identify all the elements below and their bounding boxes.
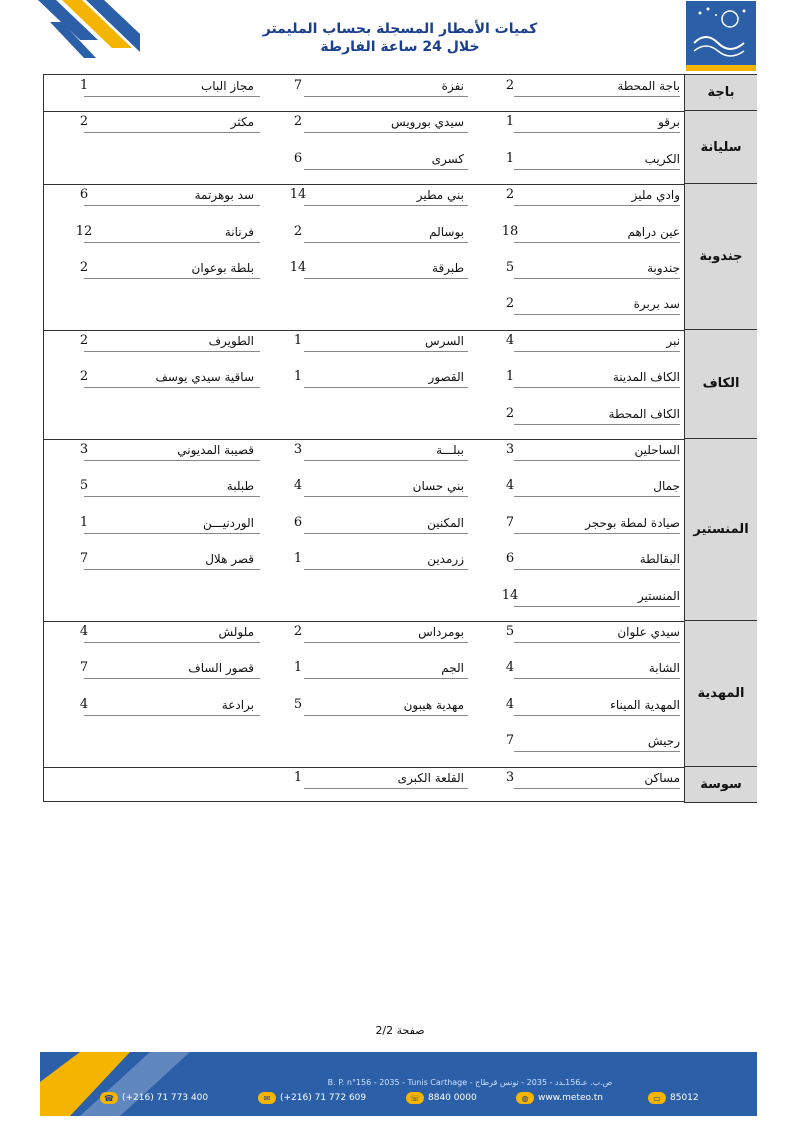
rainfall-value: 2 [79,260,89,275]
station-name: الطويرف [208,333,254,348]
station-underline [514,496,680,497]
station-name: القصور [428,370,464,385]
station-name: بني مطير [416,188,464,203]
station-underline [514,642,680,643]
station-name: سد بوهرتمة [194,188,254,203]
station-name: بلطة بوعوان [191,261,254,275]
rainfall-value: 1 [293,551,303,567]
station-underline [84,715,260,716]
rainfall-value: 4 [505,696,515,712]
rainfall-value: 14 [289,260,307,275]
rainfall-value: 2 [505,405,515,421]
rainfall-value: 3 [293,442,303,457]
governorate-cell: جندوبة [684,184,757,330]
station-name: الساحلين [634,443,680,457]
title-line-2: خلال 24 ساعة الفارطة [320,39,480,55]
document-title [200,20,600,56]
station-underline [514,387,680,388]
rainfall-value: 2 [505,296,515,312]
station-underline [514,96,680,97]
call-center-icon: ☏ [406,1092,424,1104]
station-name: صيادة لمطة بوحجر [585,515,680,530]
rainfall-value: 12 [75,223,93,239]
group-separator [44,439,684,440]
station-underline [84,387,260,388]
rainfall-value: 7 [293,78,303,93]
station-underline [304,242,468,243]
station-underline [84,205,260,206]
rainfall-value: 14 [289,187,307,203]
rainfall-value: 7 [505,514,515,530]
station-underline [304,351,468,352]
rainfall-value: 18 [501,223,519,239]
station-name: الكاف المدينة [612,370,680,385]
station-name: قصيبة المديوني [177,443,254,457]
station-name: برقو [658,115,680,130]
fax-icon: ✉ [258,1092,276,1104]
station-underline [514,678,680,679]
rainfall-value: 1 [293,332,303,348]
rainfall-value: 2 [505,187,515,203]
station-underline [84,278,260,279]
phone-icon: ☎ [100,1092,118,1104]
station-name: البقالطة [639,552,680,567]
station-name: زرمدين [427,552,464,567]
station-underline [514,242,680,243]
rainfall-value: 2 [293,624,303,639]
station-name: ملولش [218,625,254,639]
station-name: بومرداس [418,625,464,639]
station-name: المنستير [637,588,680,603]
station-name: الجم [441,661,464,676]
station-name: جندوبة [647,261,680,275]
station-underline [304,533,468,534]
governorate-cell: المنستير [684,439,757,621]
station-underline [304,132,468,133]
station-underline [304,205,468,206]
header-stripes [0,0,140,70]
rainfall-value: 6 [293,514,303,530]
footer-website[interactable] [516,1090,603,1106]
station-underline [514,169,680,170]
station-underline [84,496,260,497]
rainfall-value: 1 [505,369,515,385]
rainfall-value: 14 [501,587,519,603]
footer-phone-2 [258,1090,366,1106]
rainfall-value: 4 [79,624,89,639]
station-name: سيدي بورويس [391,115,464,130]
rainfall-value: 4 [505,478,515,494]
rainfall-value: 1 [293,660,303,676]
footer-phone-1-text: (+216) 71 773 400 [122,1093,209,1103]
station-underline [514,715,680,716]
station-name: المكنين [427,515,464,530]
station-underline [304,169,468,170]
group-separator [44,621,684,622]
rainfall-value: 5 [79,478,89,494]
station-name: جمال [653,479,680,494]
rainfall-value: 2 [293,114,303,130]
station-name: الوردنيـــن [203,515,254,530]
governorate-cell: الكاف [684,330,757,439]
station-name: بني حسان [412,479,464,494]
station-name: طبرقة [432,261,464,275]
station-underline [84,96,260,97]
footer-phone-2-text: (+216) 71 772 609 [280,1093,367,1103]
station-name: رجيش [647,734,680,749]
governorate-cell: سوسة [684,767,757,803]
station-name: القلعة الكبرى [397,770,464,785]
station-underline [304,715,468,716]
station-name: قصور الساف [188,661,254,676]
station-underline [84,642,260,643]
station-name: قصر هلال [205,552,254,567]
rainfall-value: 2 [79,114,89,130]
station-name: نبر [666,333,680,348]
rainfall-value: 3 [505,442,515,457]
station-name: بوسالم [429,224,464,239]
rainfall-value: 7 [79,551,89,567]
rainfall-value: 4 [505,660,515,676]
station-underline [514,569,680,570]
rainfall-value: 1 [79,514,89,530]
station-underline [84,132,260,133]
rainfall-value: 2 [293,223,303,239]
group-separator [44,111,684,112]
rainfall-value: 2 [79,332,89,348]
station-name: عين دراهم [627,224,680,239]
rainfall-value: 5 [505,260,515,275]
rainfall-value: 2 [79,369,89,385]
rainfall-value: 4 [505,332,515,348]
rainfall-value: 6 [505,551,515,567]
station-underline [514,132,680,133]
rainfall-value: 1 [505,150,515,166]
rainfall-value: 5 [293,696,303,712]
station-name: المهدية الميناء [610,697,680,712]
station-underline [514,606,680,607]
governorate-cell: سليانة [684,111,757,184]
station-name: مجاز الباب [200,79,254,93]
station-underline [84,351,260,352]
station-underline [514,314,680,315]
station-underline [84,569,260,570]
sms-icon: ▭ [648,1092,666,1104]
group-separator [44,184,684,185]
rainfall-value: 7 [505,733,515,749]
station-underline [304,642,468,643]
station-name: السرس [425,333,464,348]
station-underline [304,678,468,679]
footer-website-text[interactable]: www.meteo.tn [538,1093,603,1103]
rainfall-value: 1 [505,114,515,130]
station-name: ساقية سيدي يوسف [155,370,254,385]
station-underline [84,460,260,461]
station-underline [514,424,680,425]
station-name: سيدي علوان [617,625,680,639]
rainfall-value: 6 [293,150,303,166]
station-name: كسرى [431,151,464,166]
institute-logo [686,1,756,71]
station-name: مكثر [230,115,254,130]
station-underline [514,205,680,206]
footer-phone-3 [406,1090,477,1106]
station-name: ببلـــة [436,443,464,457]
station-name: باجة المحطة [617,79,680,93]
station-underline [514,351,680,352]
station-name: الشابة [648,661,680,676]
station-underline [514,788,680,789]
station-name: مساكن [644,770,680,785]
station-underline [84,533,260,534]
footer-sms [648,1090,699,1106]
footer-address: B. P. n°156 - 2035 - Tunis Carthage - ص.ب. عـ156ـدد - 2035 - تونس قرطاج [327,1078,613,1087]
footer-phone-1 [100,1090,208,1106]
globe-icon: ◍ [516,1092,534,1104]
group-separator [44,330,684,331]
rainfall-value: 1 [293,769,303,785]
rainfall-value: 6 [79,187,89,203]
station-name: سد بربرة [633,297,680,312]
rainfall-value: 4 [79,696,89,712]
station-name: نفزة [441,79,464,93]
station-underline [304,278,468,279]
station-name: مهدية هيبون [403,697,464,712]
rainfall-value: 4 [293,478,303,494]
station-underline [304,788,468,789]
rainfall-value: 1 [79,78,89,93]
rainfall-value: 3 [505,769,515,785]
station-name: الكاف المحطة [608,406,680,421]
station-name: الكريب [644,151,680,166]
footer-sms-text: 85012 [670,1093,699,1103]
station-underline [84,242,260,243]
title-line-1: كميات الأمطار المسجلة بحساب المليمتر [262,21,538,37]
rainfall-value: 7 [79,660,89,676]
footer-phone-3-text: 8840 0000 [428,1093,477,1103]
station-underline [514,278,680,279]
station-name: فرنانة [224,224,254,239]
station-underline [304,569,468,570]
station-name: وادي مليز [631,188,680,203]
station-name: برادعة [221,697,254,712]
station-underline [304,496,468,497]
station-name: طبلبة [226,479,254,494]
station-underline [304,460,468,461]
page-number: صفحة 2/2 [375,1024,425,1037]
station-underline [304,96,468,97]
governorate-cell: باجة [684,75,757,111]
rainfall-value: 2 [505,78,515,93]
station-underline [514,533,680,534]
station-underline [304,387,468,388]
rainfall-value: 1 [293,369,303,385]
rainfall-value: 5 [505,624,515,639]
station-underline [514,460,680,461]
station-underline [84,678,260,679]
governorate-cell: المهدية [684,621,757,767]
rainfall-value: 3 [79,442,89,457]
group-separator [44,767,684,768]
rainfall-table [43,74,757,802]
station-underline [514,751,680,752]
